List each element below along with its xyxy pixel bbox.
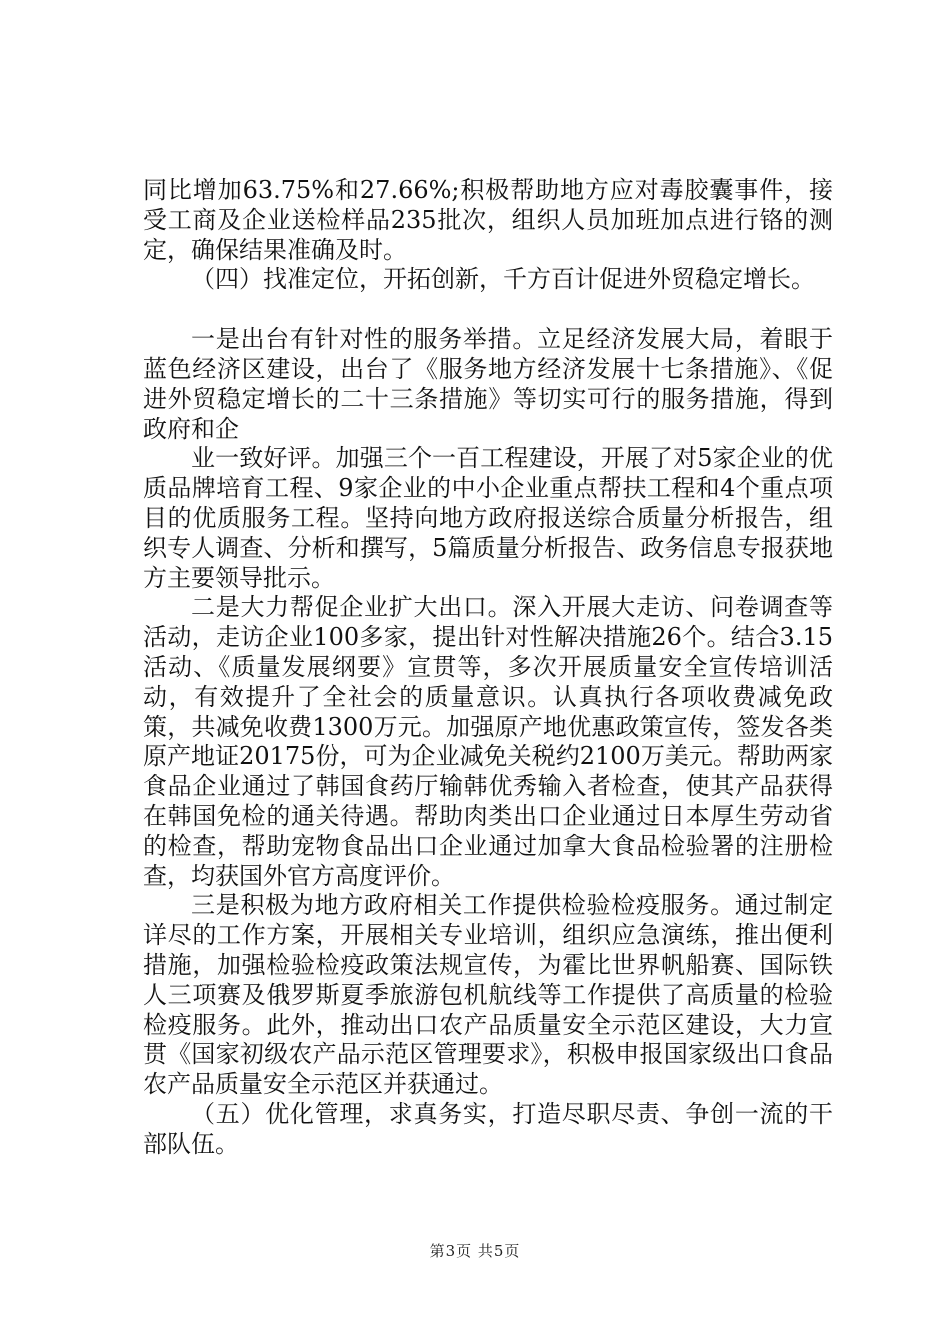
section-heading-five: （五）优化管理，求真务实，打造尽职尽责、争创一流的干部队伍。	[143, 1099, 833, 1158]
page-number-footer: 第3页 共5页	[429, 1242, 521, 1260]
paragraph-export-support: 二是大力帮促企业扩大出口。深入开展大走访、问卷调查等活动，走访企业100多家，提出针对性解决措施26个。结合3.15活动、《质量发展纲要》宣贯等，多次开展质量安全宣传培训活动，有效提升了全社会的质量意识。认真执行各项收费减免政策，共减免收费1300万元。加强原产地优惠政策宣传，签发各类原产地证20175份，可为企业减免关税约2100万美元。帮助两家食品企业通过了韩国食药厅输韩优秀输入者检查，使其产品获得在韩国免检的通关待遇。帮助肉类出口企业通过日本厚生劳动省的检查，帮助宠物食品出口企业通过加拿大食品检验署的注册检查，均获国外官方高度评价。	[143, 593, 833, 890]
paragraph-continuation: 同比增加63.75%和27.66%;积极帮助地方应对毒胶囊事件，接受工商及企业送检样品235批次，组织人员加班加点进行铬的测定，确保结果准确及时。	[143, 176, 833, 264]
paragraph-service-measures: 一是出台有针对性的服务举措。立足经济发展大局，着眼于蓝色经济区建设，出台了《服务地方经济发展十七条措施》、《促进外贸稳定增长的二十三条措施》等切实可行的服务措施，得到政府和企	[143, 325, 833, 443]
paragraph-three-hundred-projects: 业一致好评。加强三个一百工程建设，开展了对5家企业的优质品牌培育工程、9家企业的中小企业重点帮扶工程和4个重点项目的优质服务工程。坚持向地方政府报送综合质量分析报告，组织专人调查、分析和撰写，5篇质量分析报告、政务信息专报获地方主要领导批示。	[143, 444, 833, 592]
document-body	[143, 176, 833, 1160]
paragraph-inspection-services: 三是积极为地方政府相关工作提供检验检疫服务。通过制定详尽的工作方案，开展相关专业培训，组织应急演练，推出便利措施，加强检验检疫政策法规宣传，为霍比世界帆船赛、国际铁人三项赛及俄罗斯夏季旅游包机航线等工作提供了高质量的检验检疫服务。此外，推动出口农产品质量安全示范区建设，大力宣贯《国家初级农产品示范区管理要求》，积极申报国家级出口食品农产品质量安全示范区并获通过。	[143, 891, 833, 1099]
section-heading-four: （四）找准定位，开拓创新，千方百计促进外贸稳定增长。	[191, 265, 815, 294]
